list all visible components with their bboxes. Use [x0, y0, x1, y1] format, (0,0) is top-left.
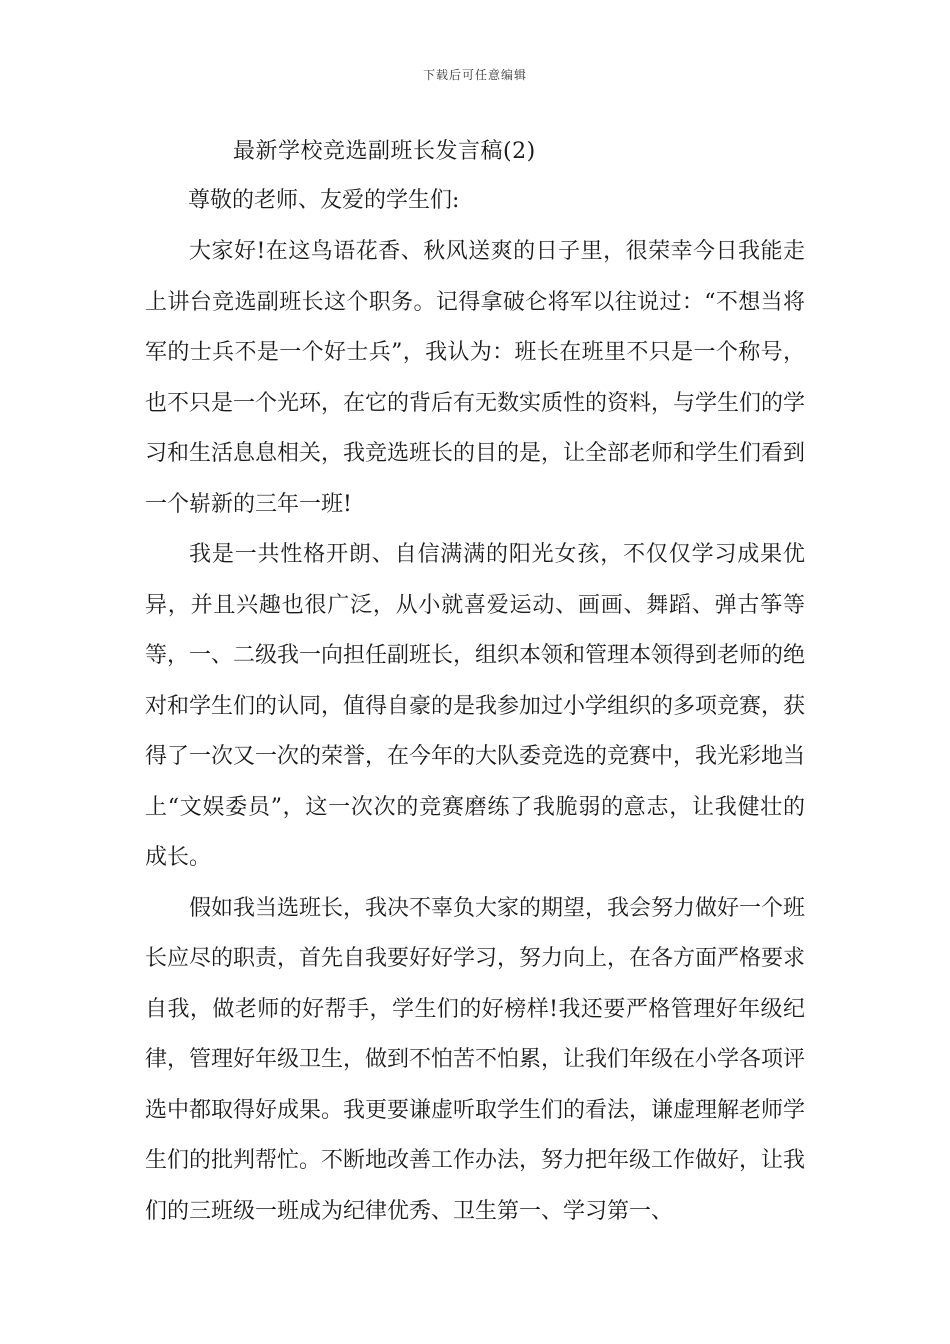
paragraph-2: 我是一共性格开朗、自信满满的阳光女孩，不仅仅学习成果优异，并且兴趣也很广泛，从小就喜爱运动、画画、舞蹈、弹古筝等等，一、二级我一向担任副班长，组织本领和管理本领得到老师的绝对和学生们的认同，值得自豪的是我参加过小学组织的多项竞赛，获得了一次又一次的荣誉，在今年的大队委竞选的竞赛中，我光彩地当上“文娱委员”，这一次次的竞赛磨练了我脆弱的意志，让我健壮的成长。 [145, 542, 806, 870]
document-body [145, 227, 805, 1237]
header-note: 下载后可任意编辑 [422, 68, 527, 82]
document-title: 最新学校竞选副班长发言稿(2) [233, 139, 536, 164]
paragraph-1: 大家好!在这鸟语花香、秋风送爽的日子里，很荣幸今日我能走上讲台竞选副班长这个职务。记得拿破仑将军以往说过：“不想当将军的士兵不是一个好士兵”，我认为：班长在班里不只是一个称号，也不只是一个光环，在它的背后有无数实质性的资料，与学生们的学习和生活息息相关，我竞选班长的目的是，让全部老师和学生们看到一个崭新的三年一班! [145, 239, 806, 517]
salutation: 尊敬的老师、友爱的学生们: [188, 188, 460, 213]
paragraph-3: 假如我当选班长，我决不辜负大家的期望，我会努力做好一个班长应尽的职责，首先自我要好好学习，努力向上，在各方面严格要求自我，做老师的好帮手，学生们的好榜样!我还要严格管理好年级纪律，管理好年级卫生，做到不怕苦不怕累，让我们年级在小学各项评选中都取得好成果。我更要谦虚听取学生们的看法，谦虚理解老师学生们的批判帮忙。不断地改善工作办法，努力把年级工作做好，让我们的三班级一班成为纪律优秀、卫生第一、学习第一、 [145, 895, 806, 1224]
